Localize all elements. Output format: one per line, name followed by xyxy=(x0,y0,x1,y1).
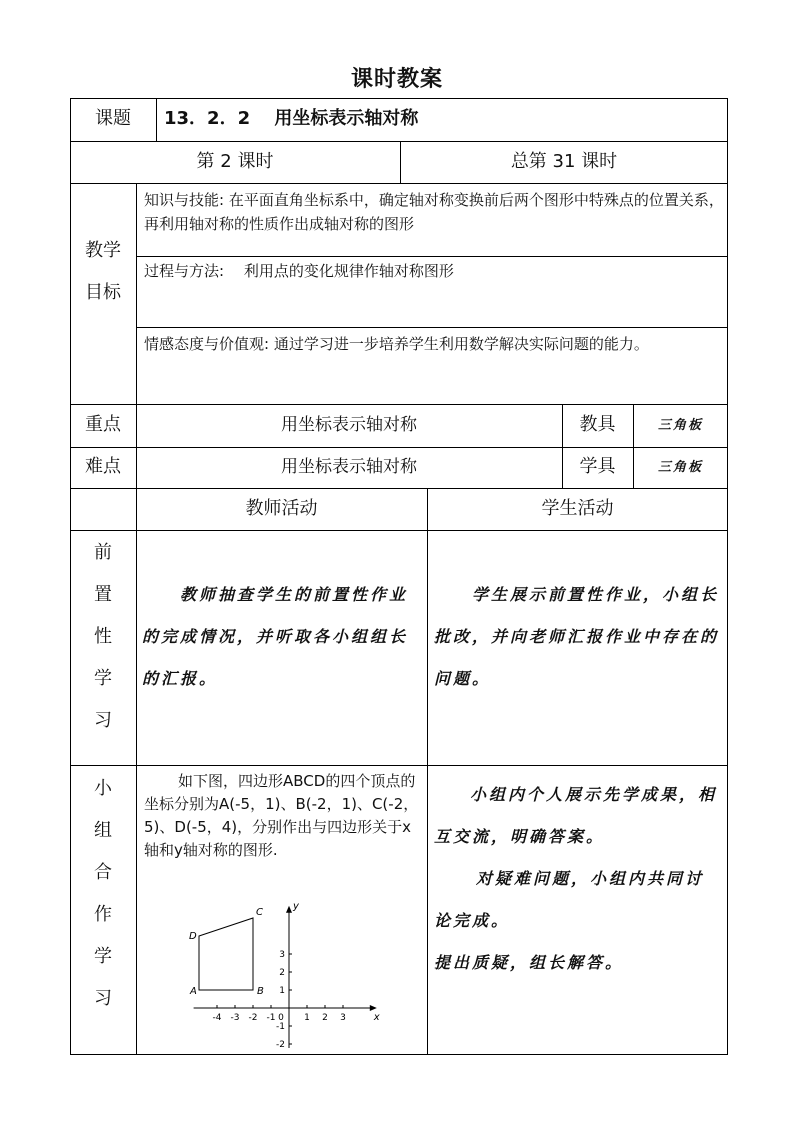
row-divider xyxy=(70,404,728,405)
x-axis-arrow xyxy=(370,1005,377,1011)
objectives-label-line2: 目标 xyxy=(85,282,121,303)
difficulty-value: 用坐标表示轴对称 xyxy=(281,457,417,477)
objective-divider xyxy=(136,256,728,257)
difficulty-label: 难点 xyxy=(85,456,121,477)
quadrilateral-abcd xyxy=(199,918,253,990)
document-title: 课时教案 xyxy=(350,67,443,92)
row-divider xyxy=(70,141,728,142)
vertex-label: C xyxy=(256,907,263,918)
student-activity-header: 学生活动 xyxy=(541,498,614,519)
objectives-label xyxy=(70,230,136,314)
learning-tool-value: 三角板 xyxy=(657,460,703,475)
preview-student-activity: 学生展示前置性作业，小组长批改，并向老师汇报作业中存在的问题。 xyxy=(434,585,720,688)
current-period: 第 2 课时 xyxy=(196,151,274,172)
row-divider xyxy=(70,530,728,531)
objectives-label-line1: 教学 xyxy=(85,240,121,261)
topic-value: 13．2．2 用坐标表示轴对称 xyxy=(164,108,419,129)
row-divider xyxy=(70,183,728,184)
label-char: 前 xyxy=(94,542,112,563)
group-student-line-2: 对疑难问题，小组内共同讨论完成。 xyxy=(434,869,705,930)
col-divider xyxy=(427,488,428,1054)
label-char: 合 xyxy=(94,862,112,883)
key-point-value: 用坐标表示轴对称 xyxy=(281,415,417,435)
learning-tool-label: 学具 xyxy=(579,456,616,477)
label-char: 组 xyxy=(94,820,112,841)
teaching-tool-value: 三角板 xyxy=(657,418,703,433)
vertex-label: A xyxy=(190,986,197,997)
vertex-label: D xyxy=(189,931,197,942)
table-border-bottom xyxy=(70,1054,728,1055)
label-char: 学 xyxy=(94,946,112,967)
label-char: 习 xyxy=(94,988,112,1009)
label-char: 作 xyxy=(94,904,112,925)
objective-knowledge: 知识与技能: 在平面直角坐标系中，确定轴对称变换前后两个图形中特殊点的位置关系，再利用轴对称的性质作出成轴对称的图形 xyxy=(144,191,724,233)
topic-label: 课题 xyxy=(95,108,131,129)
label-char: 习 xyxy=(94,710,112,731)
y-tick-label: 1 xyxy=(279,986,285,996)
objective-attitude: 情感态度与价值观: 通过学习进一步培养学生利用数学解决实际问题的能力。 xyxy=(144,335,649,353)
col-divider xyxy=(156,98,157,141)
col-divider xyxy=(136,183,137,404)
x-tick-label: -3 xyxy=(230,1013,240,1023)
lesson-plan-table xyxy=(70,98,728,1054)
x-tick-label: 1 xyxy=(304,1013,310,1023)
row-divider xyxy=(70,447,728,448)
label-char: 学 xyxy=(94,668,112,689)
teacher-activity-header: 教师活动 xyxy=(245,498,318,519)
objective-divider xyxy=(136,327,728,328)
label-char: 置 xyxy=(94,584,112,605)
table-border-top xyxy=(70,98,728,99)
row-divider xyxy=(70,765,728,766)
x-tick-label: 2 xyxy=(322,1013,328,1023)
group-student-line-3: 提出质疑，组长解答。 xyxy=(434,953,625,972)
x-tick-label: 0 xyxy=(278,1013,284,1023)
quadrilateral-coordinate-figure xyxy=(185,898,385,1048)
group-learning-label xyxy=(70,768,136,1020)
x-tick-label: 3 xyxy=(340,1013,346,1023)
objective-process: 过程与方法: 利用点的变化规律作轴对称图形 xyxy=(144,262,454,280)
x-tick-label: -4 xyxy=(212,1013,222,1023)
y-tick-label: 3 xyxy=(279,950,285,960)
y-tick-label: -2 xyxy=(276,1040,285,1048)
label-char: 小 xyxy=(94,778,112,799)
x-tick-label: -1 xyxy=(266,1013,276,1023)
x-tick-label: -2 xyxy=(248,1013,258,1023)
vertex-label: B xyxy=(257,986,264,997)
row-divider xyxy=(70,488,728,489)
group-student-line-1: 小组内个人展示先学成果，相互交流，明确答案。 xyxy=(434,785,718,846)
key-point-label: 重点 xyxy=(85,414,121,435)
y-tick-label: -1 xyxy=(276,1022,285,1032)
label-char: 性 xyxy=(94,626,112,647)
total-period: 总第 31 课时 xyxy=(510,151,618,172)
y-axis-arrow xyxy=(286,906,292,913)
teaching-tool-label: 教具 xyxy=(579,414,616,435)
preview-learning-label xyxy=(70,532,136,742)
table-border-right xyxy=(727,98,728,1054)
y-axis-label: y xyxy=(293,900,299,912)
preview-teacher-activity: 教师抽查学生的前置性作业的完成情况，并听取各小组组长的汇报。 xyxy=(142,585,409,688)
group-teacher-task: 如下图，四边形ABCD的四个顶点的坐标分别为A(-5，1)、B(-2，1)、C(-2，5)、D(-5，4)，分别作出与四边形关于x轴和y轴对称的图形. xyxy=(144,772,419,859)
x-axis-label: x xyxy=(373,1012,380,1023)
y-tick-label: 2 xyxy=(279,968,285,978)
